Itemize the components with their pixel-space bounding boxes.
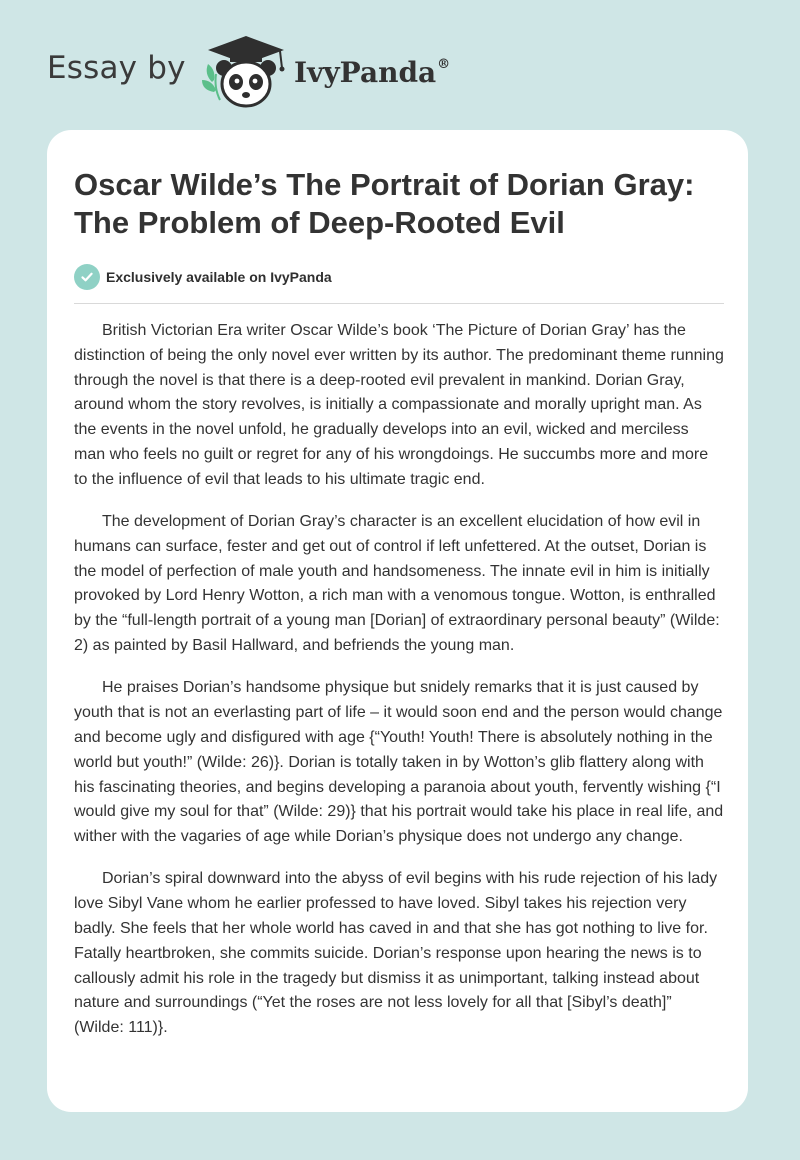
site-header (0, 0, 800, 130)
panda-graduation-cap-icon[interactable] (200, 34, 292, 110)
badge-text: Exclusively available on IvyPanda (106, 269, 332, 285)
brand-name-text: IvyPanda (294, 56, 437, 89)
registered-mark: ® (437, 56, 451, 72)
paragraph: British Victorian Era writer Oscar Wilde’s book ‘The Picture of Dorian Gray’ has the distinction of being the only novel ever written by its author. The predominant theme running through the novel is that there is a deep-rooted evil prevalent in mankind. Dorian Gray, around whom the story revolves, is initially a compassionate and morally upright man. As the events in the novel unfold, he gradually develops into an evil, wicked and merciless man who feels no guilt or regret for any of his wrongdoings. He succumbs more and more to the influence of evil that leads to his ultimate tragic end. (74, 322, 724, 488)
brand-name[interactable] (294, 56, 450, 89)
essay-body (74, 319, 724, 1059)
paragraph: Dorian’s spiral downward into the abyss of evil begins with his rude rejection of his lady love Sibyl Vane whom he earlier professed to have loved. Sibyl takes his rejection very badly. She feels that her whole world has caved in and that she has got nothing to live for. Fatally heartbroken, she commits suicide. Dorian’s response upon hearing the news is to callously admit his role in the tragedy but dismiss it as unimportant, talking instead about nature and surroundings (“Yet the roses are not less lovely for all that [Sibyl’s death]” (Wilde: 111)}. (74, 870, 718, 1037)
essay-title: Oscar Wilde’s The Portrait of Dorian Gray: The Problem of Deep-Rooted Evil (74, 167, 695, 240)
check-circle-icon (74, 264, 100, 290)
paragraph: He praises Dorian’s handsome physique but snidely remarks that it is just caused by youth that is not an everlasting part of life – it would soon end and the person would change and become ugly and disfigured with age {“Youth! Youth! There is absolutely nothing in the world but youth!” (Wilde: 26)}. Dorian is totally taken in by Wotton’s glib flattery along with his fascinating theories, and begins developing a paranoia about youth, fervently wishing {“I would give my soul for that” (Wilde: 29)} that his portrait would take his place in real life, and wither with the vagaries of age while Dorian’s physique does not undergo any change. (74, 679, 724, 846)
paragraph: The development of Dorian Gray’s character is an excellent elucidation of how evil in humans can surface, fester and get out of control if left unfettered. At the outset, Dorian is the model of perfection of male youth and handsomeness. The innate evil in him is initially provoked by Lord Henry Wotton, a rich man with a venomous tongue. Wotton, is enthralled by the “full-length portrait of a young man [Dorian] of extraordinary personal beauty” (Wilde: 2) as painted by Basil Hallward, and befriends the young man. (74, 513, 720, 655)
essay-by-label: Essay by (47, 50, 186, 86)
exclusive-badge (74, 264, 332, 290)
essay-card (47, 130, 748, 1112)
divider (74, 303, 724, 304)
